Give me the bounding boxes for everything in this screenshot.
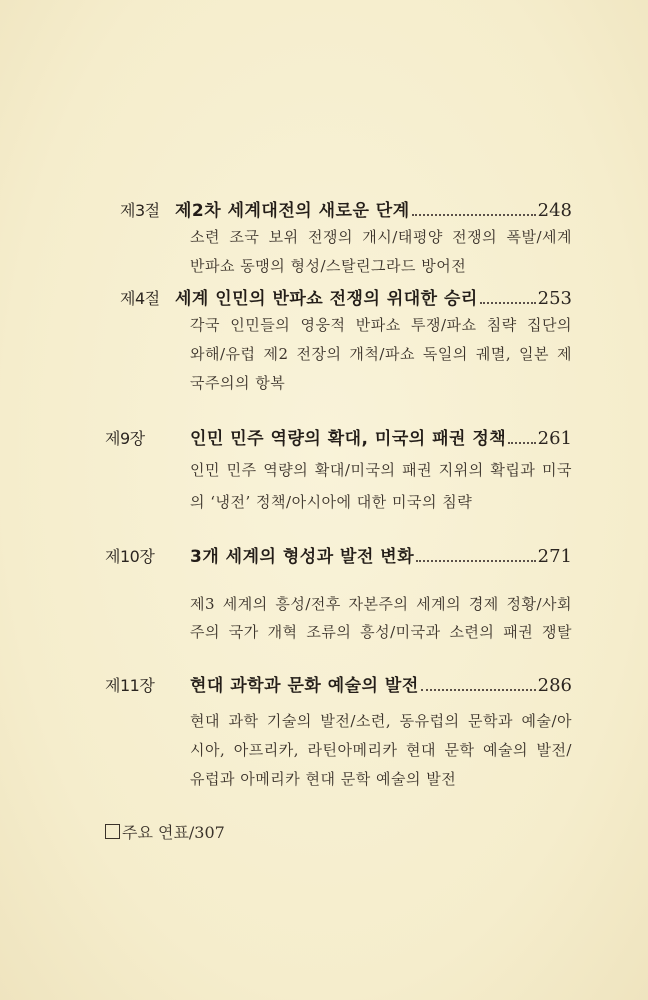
toc-entry-section-3 [120, 196, 572, 221]
entry-description: 반파쇼 동맹의 형성/스탈린그라드 방어전 [190, 257, 467, 275]
dot-leader [480, 302, 536, 304]
entry-page: 261 [537, 428, 572, 449]
dot-leader [508, 442, 535, 444]
square-bullet-icon [105, 824, 120, 839]
entry-number: 제4절 [120, 289, 160, 308]
entry-description: 인민 민주 역량의 확대/미국의 패권 지위의 확립과 미국 [190, 461, 572, 479]
chronology-label: 주요 연표/307 [122, 823, 225, 842]
entry-number: 제11장 [105, 676, 155, 695]
dot-leader [416, 560, 535, 562]
dot-leader [421, 689, 536, 691]
entry-description: 와해/유럽 제2 전장의 개척/파쇼 독일의 궤멸, 일본 제 [190, 345, 572, 363]
entry-description: 의 ‘냉전’ 정책/아시아에 대한 미국의 침략 [190, 493, 473, 511]
entry-number: 제9장 [105, 429, 145, 448]
entry-description: 제3 세계의 흥성/전후 자본주의 세계의 경제 정황/사회 [190, 595, 572, 613]
entry-title: 현대 과학과 문화 예술의 발전 [190, 676, 419, 696]
entry-description: 각국 인민들의 영웅적 반파쇼 투쟁/파쇼 침략 집단의 [190, 316, 572, 334]
entry-title: 3개 세계의 형성과 발전 변화 [190, 547, 415, 567]
chronology-entry [105, 820, 225, 843]
entry-page: 248 [537, 200, 572, 221]
entry-description: 현대 과학 기술의 발전/소련, 동유럽의 문학과 예술/아 [190, 712, 572, 730]
entry-description: 국주의의 항복 [190, 374, 286, 392]
toc-entry-chapter-11 [105, 671, 572, 696]
entry-description: 주의 국가 개혁 조류의 흥성/미국과 소련의 패권 쟁탈 [190, 623, 572, 641]
entry-page: 253 [537, 288, 572, 309]
entry-title: 제2차 세계대전의 새로운 단계 [175, 201, 410, 221]
entry-description: 소련 조국 보위 전쟁의 개시/태평양 전쟁의 폭발/세계 [190, 228, 572, 246]
entry-page: 271 [537, 546, 572, 567]
entry-number: 제10장 [105, 547, 155, 566]
dot-leader [412, 214, 536, 216]
entry-description: 유럽과 아메리카 현대 문학 예술의 발전 [190, 770, 457, 788]
entry-description: 시아, 아프리카, 라틴아메리카 현대 문학 예술의 발전/ [190, 741, 572, 759]
entry-title: 세계 인민의 반파쇼 전쟁의 위대한 승리 [175, 289, 478, 309]
toc-entry-chapter-9 [105, 424, 572, 449]
entry-number: 제3절 [120, 201, 160, 220]
toc-entry-chapter-10 [105, 542, 572, 567]
entry-page: 286 [537, 675, 572, 696]
toc-entry-section-4 [120, 284, 572, 309]
entry-title: 인민 민주 역량의 확대, 미국의 패권 정책 [190, 429, 507, 449]
